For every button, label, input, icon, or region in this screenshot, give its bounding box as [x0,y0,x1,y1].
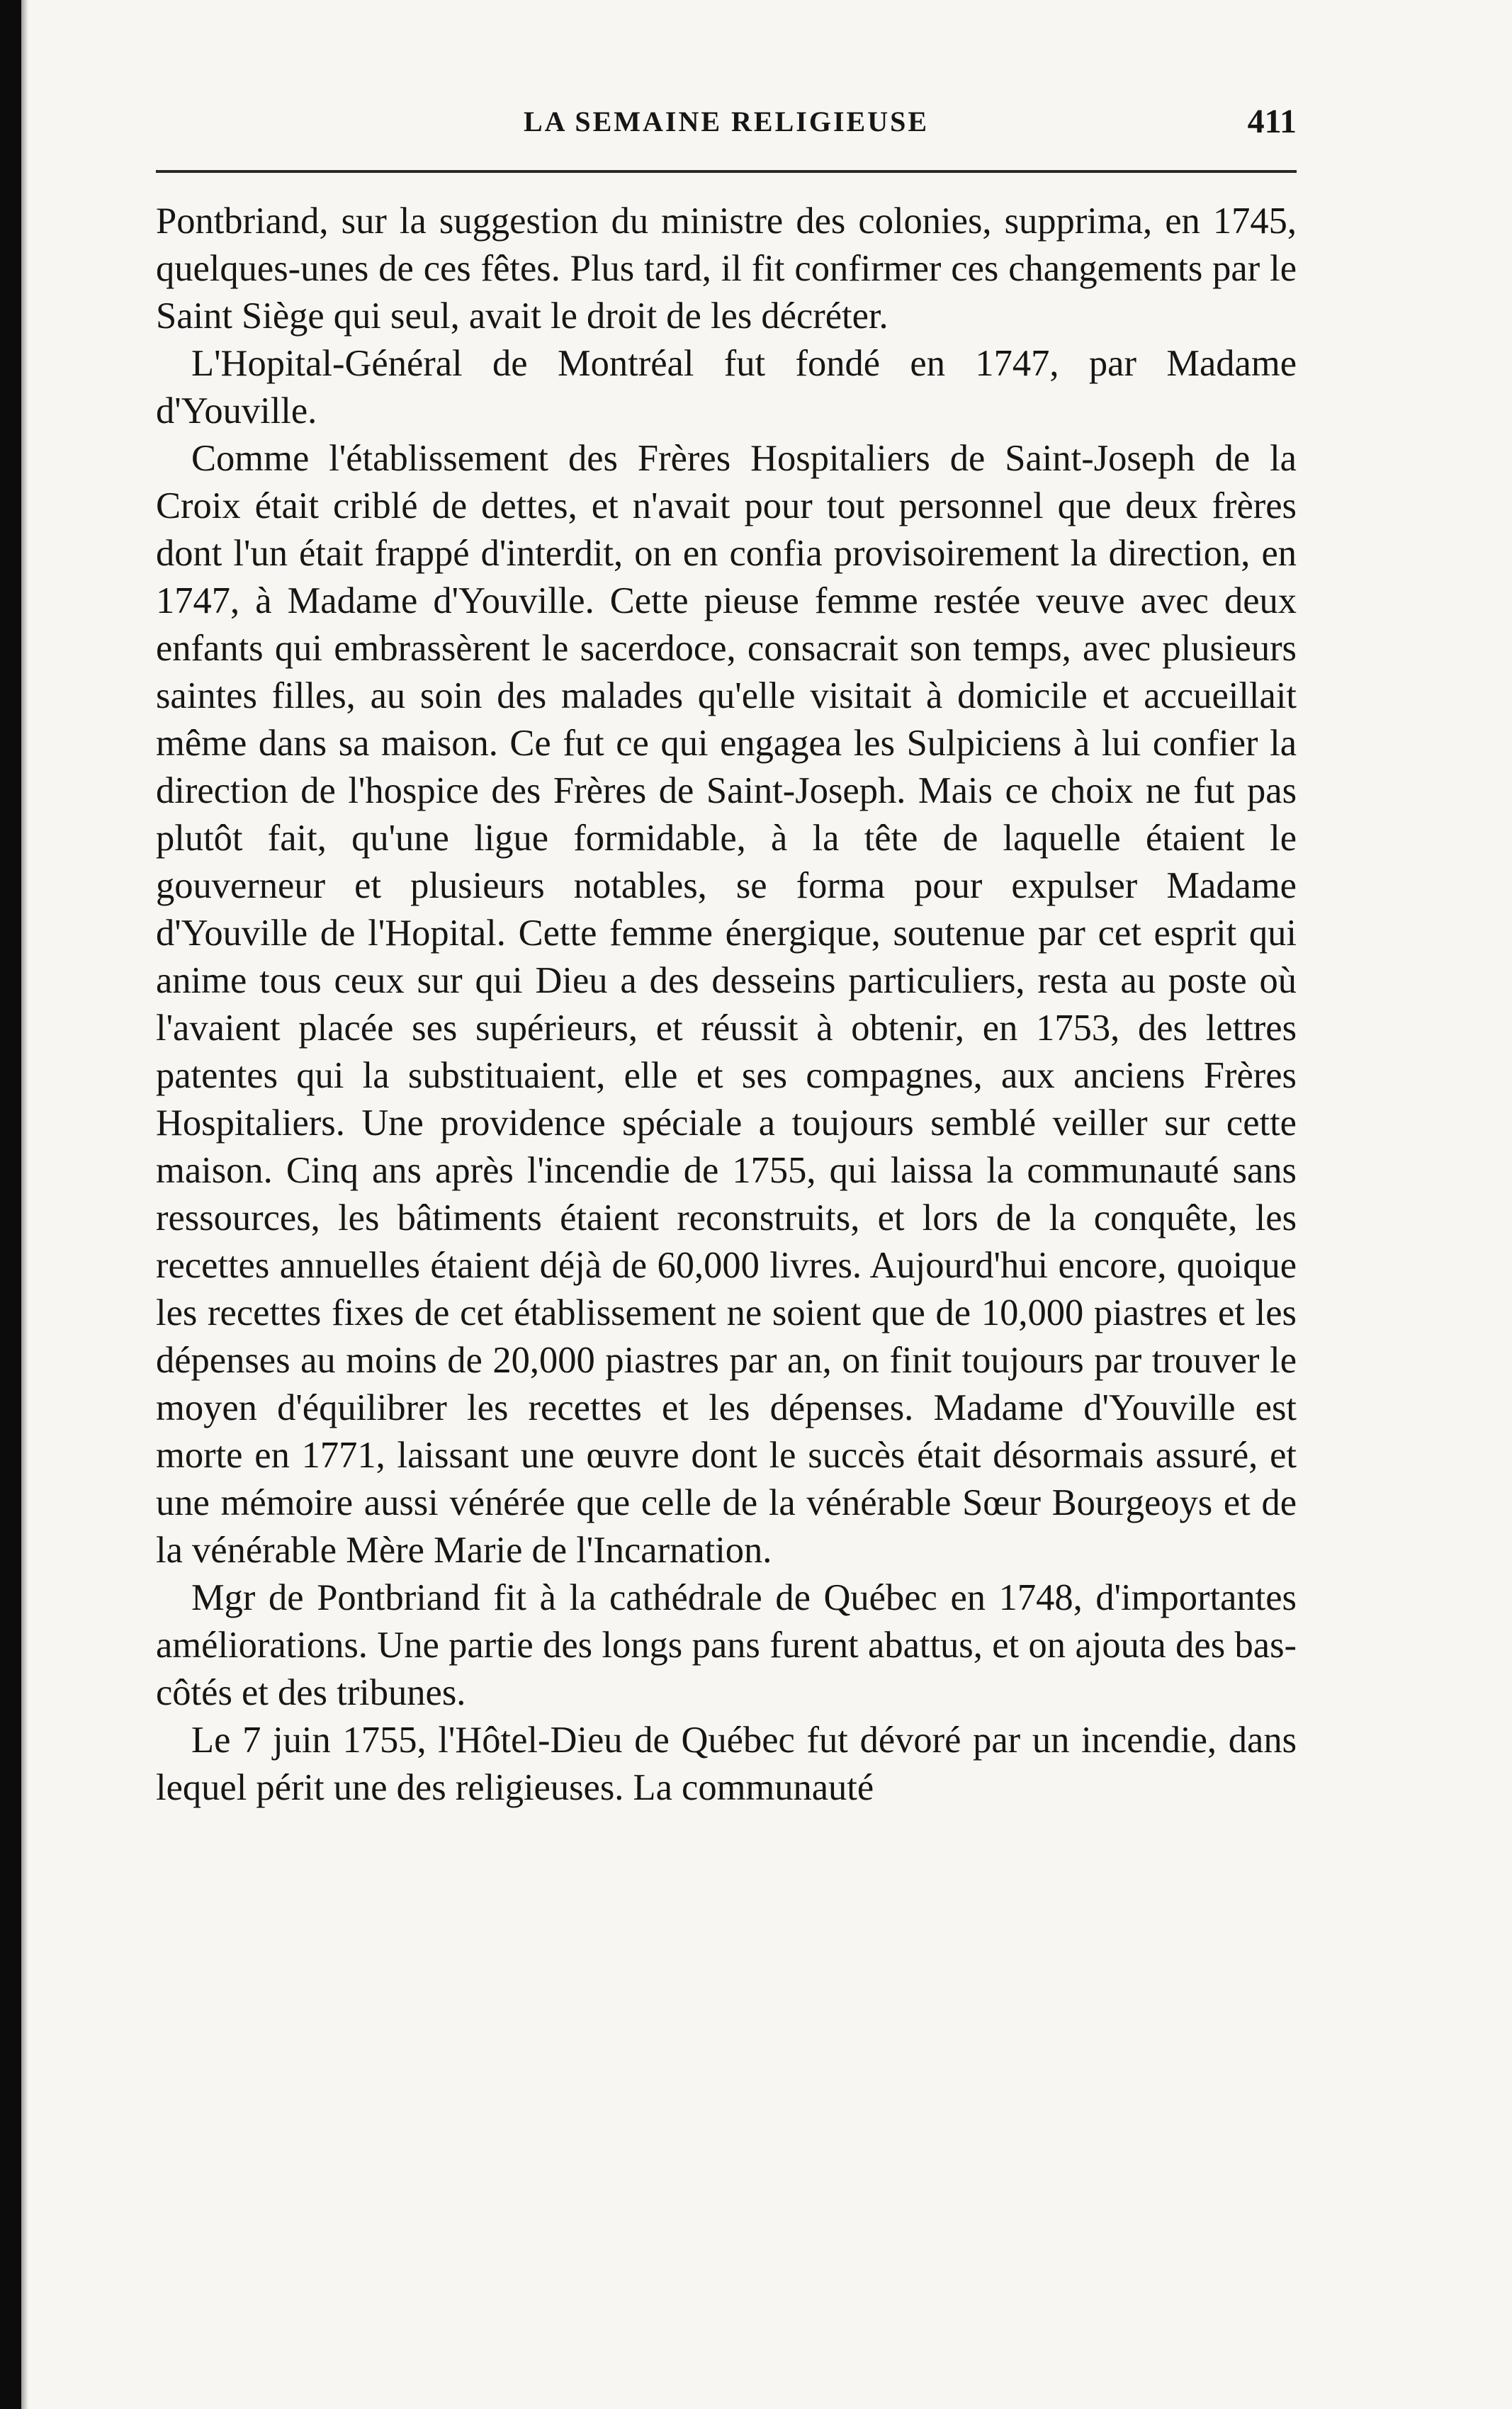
paragraph: L'Hopital-Général de Montréal fut fondé en 1747, par Madame d'Youville. [156,343,1297,431]
running-title: LA SEMAINE RELIGIEUSE [523,106,930,137]
binding-edge [0,0,21,2409]
paragraph: Le 7 juin 1755, l'Hôtel-Dieu de Québec fut dévoré par un incendie, dans lequel périt une des religieuses. La communauté [156,1720,1297,1808]
book-page [156,92,1297,2345]
body-text [156,198,1297,1812]
running-header [156,92,1297,173]
paragraph: Mgr de Pontbriand fit à la cathédrale de Québec en 1748, d'importantes améliorations. Une partie des longs pans furent abattus, et on ajouta des bas-côtés et des tribunes. [156,1577,1297,1713]
paragraph: Pontbriand, sur la suggestion du ministre des colonies, supprima, en 1745, quelques-unes de ces fêtes. Plus tard, il fit confirmer ces changements par le Saint Siège qui seul, avait le droit de les décréter. [156,201,1297,337]
page-number: 411 [1247,103,1297,140]
paragraph: Comme l'établissement des Frères Hospitaliers de Saint-Joseph de la Croix était criblé de dettes, et n'avait pour tout personnel que deux frères dont l'un était frappé d'interdit, on en confia provisoirement la direction, en 1747, à Madame d'Youville. Cette pieuse femme restée veuve avec deux enfants qui embrassèrent le sacerdoce, consacrait son temps, avec plusieurs saintes filles, au soin des malades qu'elle visitait à domicile et accueillait même dans sa maison. Ce fut ce qui engagea les Sulpiciens à lui confier la direction de l'hospice des Frères de Saint-Joseph. Mais ce choix ne fut pas plutôt fait, qu'une ligue formidable, à la tête de laquelle étaient le gouverneur et plusieurs notables, se forma pour expulser Madame d'Youville de l'Hopital. Cette femme énergique, soutenue par cet esprit qui anime tous ceux sur qui Dieu a des desseins particuliers, resta au poste où l'avaient placée ses supérieurs, et réussit à obtenir, en 1753, des lettres patentes qui la substituaient, elle et ses compagnes, aux anciens Frères Hospitaliers. Une providence spéciale a toujours semblé veiller sur cette maison. Cinq ans après l'incendie de 1755, qui laissa la communauté sans ressources, les bâtiments étaient reconstruits, et lors de la conquête, les recettes annuelles étaient déjà de 60,000 livres. Aujourd'hui encore, quoique les recettes fixes de cet établissement ne soient que de 10,000 piastres et les dépenses au moins de 20,000 piastres par an, on finit toujours par trouver le moyen d'équilibrer les recettes et les dépenses. Madame d'Youville est morte en 1771, laissant une œuvre dont le succès était désormais assuré, et une mémoire aussi vénérée que celle de la vénérable Sœur Bourgeoys et de la vénérable Mère Marie de l'Incarnation. [156,438,1297,1571]
